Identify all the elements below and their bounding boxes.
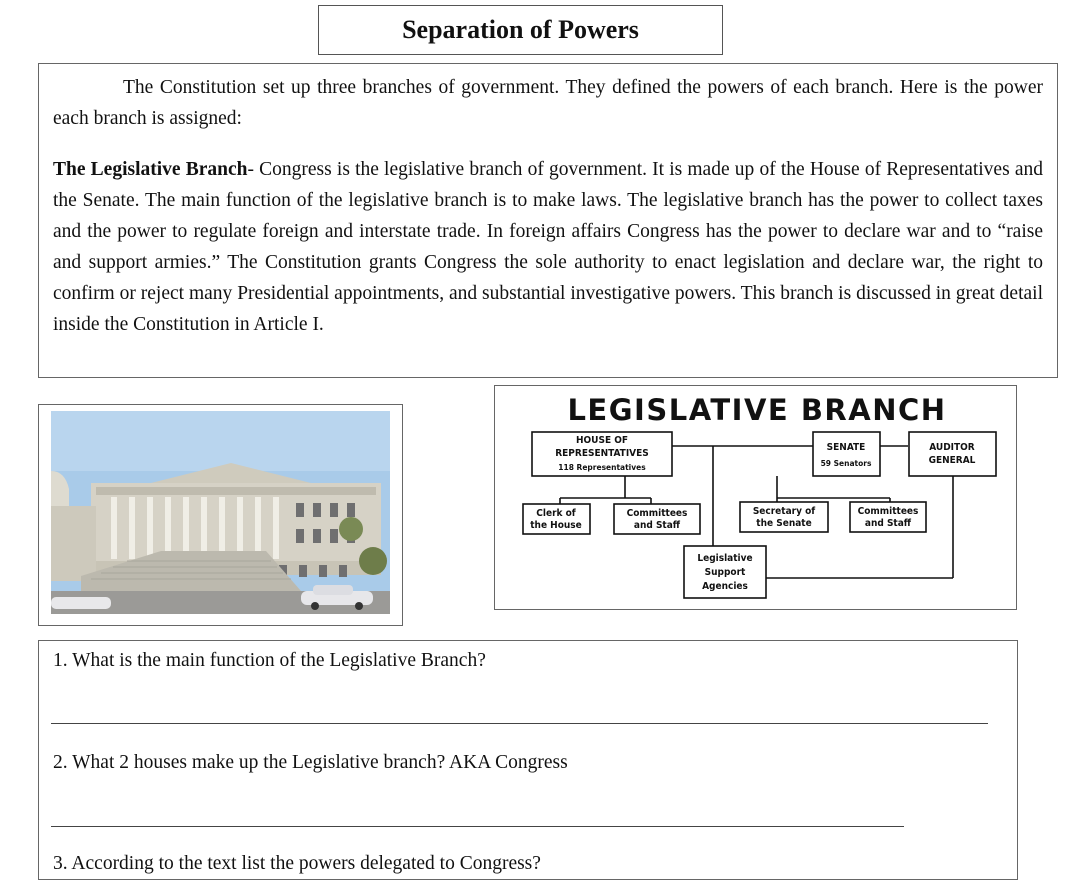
question-3: 3. According to the text list the powers delegated to Congress? (53, 853, 541, 874)
worksheet-title: Separation of Powers (318, 5, 723, 55)
legislative-description: - Congress is the legislative branch of government. It is made up of the House of Representatives and the Senate. The main function of the legislative branch is to make laws. The legislative branch has the power to collect taxes and the power to regulate foreign and interstate trade. In foreign affairs Congress has the power to declare war and to “raise and support armies.” The Constitution grants Congress the sole authority to enact legislation and declare war, the right to confirm or reject many Presidential appointments, and substantial investigative powers. This branch is discussed in great detail inside the Constitution in Article I. (53, 159, 1043, 335)
answer-line-2[interactable] (51, 826, 904, 827)
questions-box (38, 640, 1018, 880)
senate-label: SENATE (826, 442, 866, 453)
house-member-count: 118 Representatives (558, 463, 646, 472)
agencies-label-line3: Agencies (702, 581, 748, 592)
house-committees-line2: and Staff (633, 520, 681, 531)
house-label-line2: REPRESENTATIVES (555, 448, 649, 459)
senate-committees-line2: and Staff (864, 518, 912, 529)
house-committees-line1: Committees (626, 508, 688, 519)
agencies-label-line2: Support (704, 567, 746, 578)
auditor-label-line1: AUDITOR (929, 442, 975, 453)
clerk-label-line2: the House (530, 520, 582, 531)
secretary-label-line2: the Senate (756, 518, 812, 529)
senate-committees-line1: Committees (857, 506, 919, 517)
senate-member-count: 59 Senators (820, 459, 872, 468)
intro-paragraph: The Constitution set up three branches of government. They defined the powers of each branch. Here is the power each branch is assigned: (53, 77, 1043, 129)
auditor-general-box (909, 432, 996, 476)
legislative-heading: The Legislative Branch (53, 159, 248, 180)
answer-line-1[interactable] (51, 723, 988, 724)
capitol-photo-frame (38, 404, 403, 626)
secretary-label-line1: Secretary of (752, 506, 816, 517)
agencies-label-line1: Legislative (697, 553, 753, 564)
senate-box (813, 432, 880, 476)
legislative-paragraph (53, 154, 1043, 340)
clerk-label-line1: Clerk of (536, 508, 576, 519)
intro-text-box (38, 63, 1058, 378)
legislative-org-chart (494, 385, 1017, 610)
house-label-line1: HOUSE OF (575, 435, 629, 446)
question-2: 2. What 2 houses make up the Legislative branch? AKA Congress (53, 752, 568, 773)
question-1: 1. What is the main function of the Legislative Branch? (53, 650, 486, 671)
capitol-building-photo (51, 411, 390, 614)
auditor-label-line2: GENERAL (928, 455, 976, 466)
org-chart-title: LEGISLATIVE BRANCH (567, 393, 947, 427)
